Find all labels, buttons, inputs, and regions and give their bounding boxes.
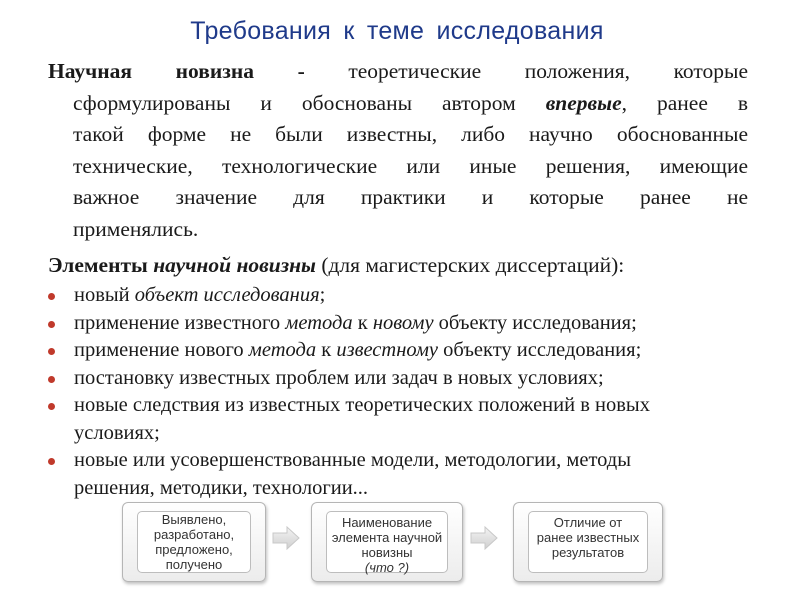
- flow-box-obtained-text: Выявлено, разработано, предложено, получено: [137, 511, 251, 573]
- novelty-flow-diagram: [0, 498, 794, 590]
- bullet-icon: [48, 293, 55, 300]
- flow-arrow-1-icon: [272, 526, 300, 550]
- novelty-emphasis: впервые: [545, 90, 622, 115]
- novelty-line-3: такой форме не были известны, либо научно обоснованные: [73, 122, 748, 146]
- novelty-line-1: Научная новизна - теоретические положения, которые: [48, 59, 748, 83]
- list-item: новые или усовершенствованные модели, методологии, методы решения, методики, технологии...: [48, 447, 758, 502]
- bullet-icon: [48, 348, 55, 355]
- bullet-icon: [48, 321, 55, 328]
- flow-box-obtained: [122, 502, 266, 582]
- novelty-line-2: сформулированы и обоснованы автором впервые, ранее в: [73, 90, 748, 115]
- bullet-icon: [48, 403, 55, 410]
- novelty-line-5: важное значение для практики и которые ранее не: [73, 185, 748, 209]
- bullet-icon: [48, 376, 55, 383]
- list-item: применение нового метода к известному объекту исследования;: [48, 337, 758, 365]
- novelty-line-6: применялись.: [73, 216, 199, 241]
- novelty-term: Научная новизна: [48, 59, 254, 83]
- list-item: применение известного метода к новому объекту исследования;: [48, 310, 758, 338]
- flow-arrow-2-icon: [470, 526, 498, 550]
- bullet-icon: [48, 458, 55, 465]
- novelty-elements-list: [48, 282, 758, 502]
- elements-heading: Элементы научной новизны (для магистерских диссертаций):: [48, 253, 625, 277]
- flow-box-element: [311, 502, 463, 582]
- list-item: новые следствия из известных теоретических положений в новых условиях;: [48, 392, 758, 447]
- novelty-definition: [48, 56, 748, 245]
- flow-box-difference: [513, 502, 663, 582]
- flow-box-difference-text: Отличие от ранее известных результатов: [528, 511, 648, 573]
- flow-box-element-text: Наименование элемента научной новизны (что ?): [326, 511, 448, 573]
- list-item: новый объект исследования;: [48, 282, 758, 310]
- novelty-line-4: технические, технологические или иные решения, имеющие: [73, 153, 748, 178]
- slide-title: Требования к теме исследования: [190, 17, 604, 45]
- list-item: постановку известных проблем или задач в новых условиях;: [48, 365, 758, 393]
